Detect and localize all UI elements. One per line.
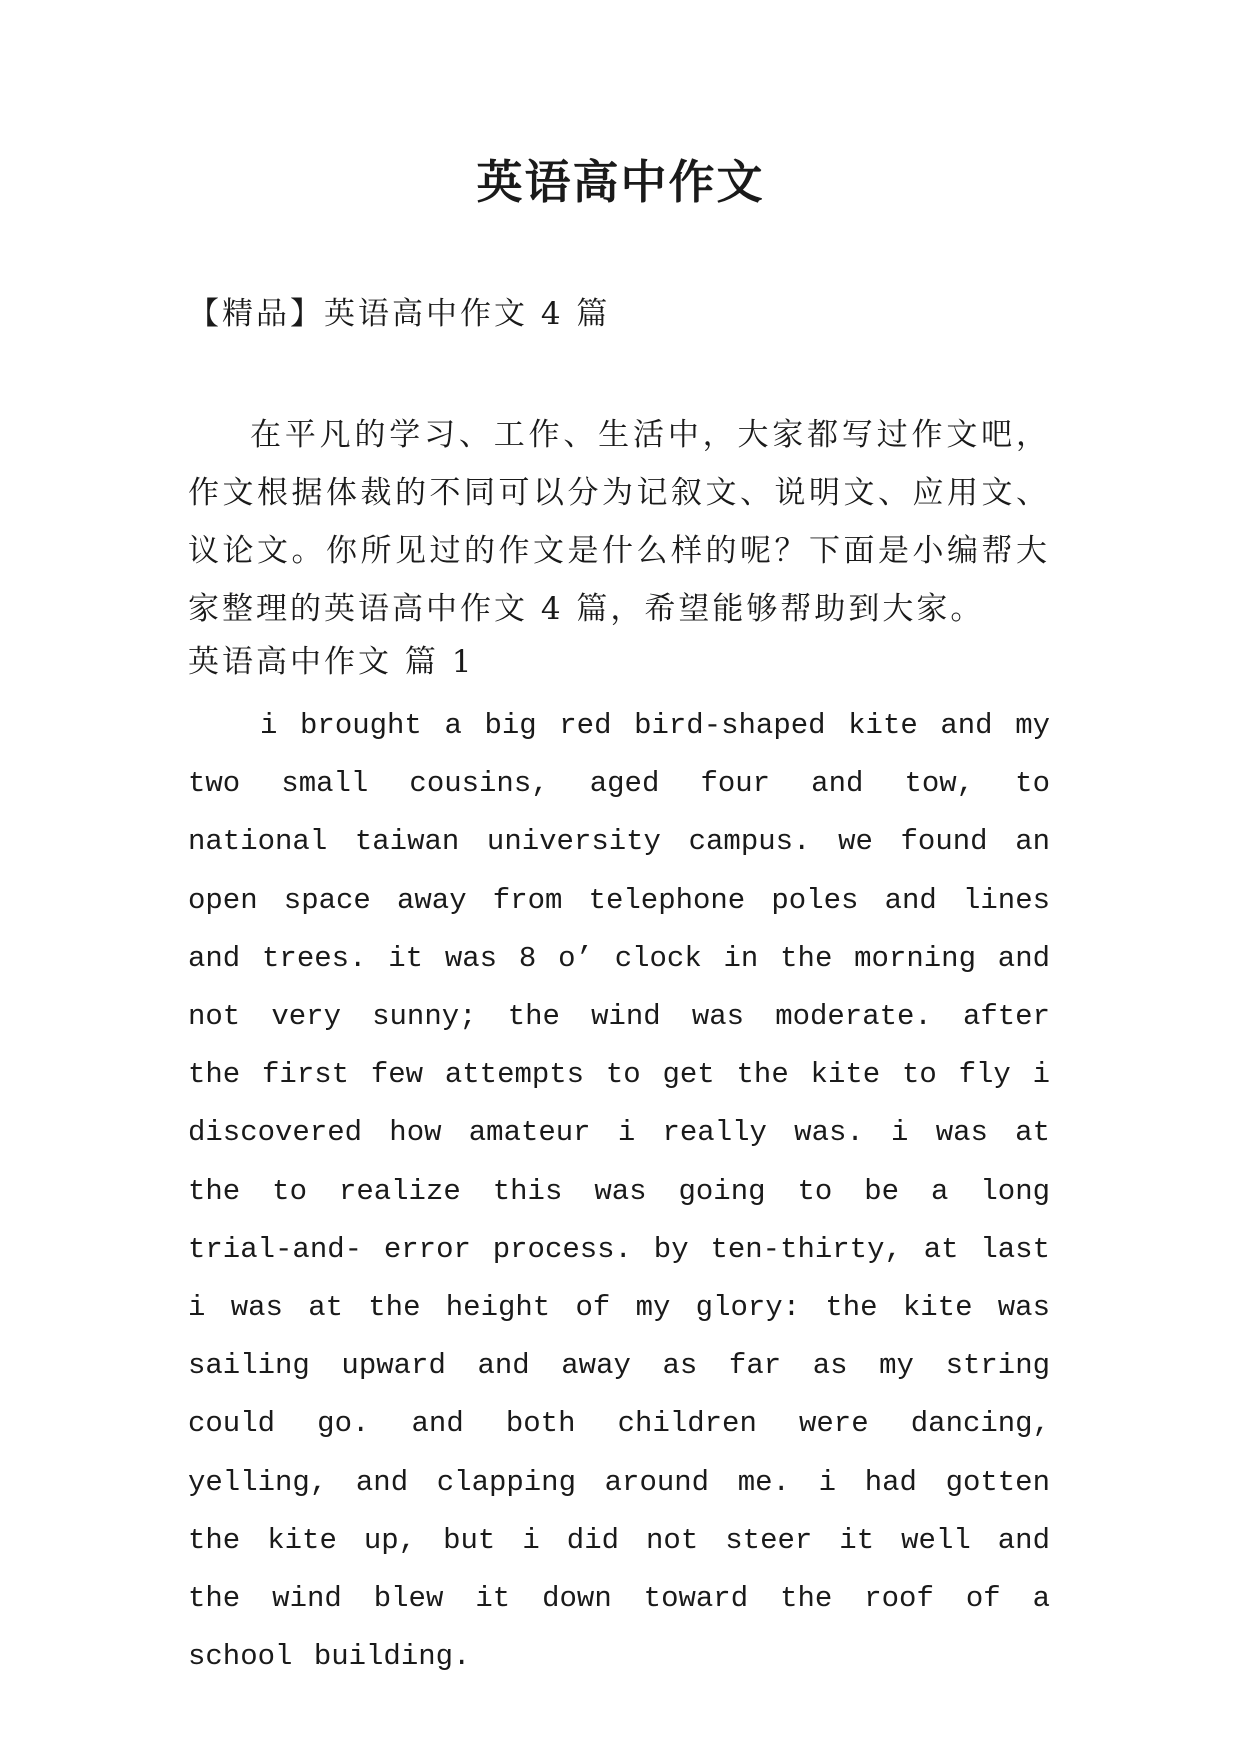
document-title: 英语高中作文 bbox=[476, 155, 765, 209]
essay-paragraph: i brought a big red bird-shaped kite and my two small cousins, aged four and tow, to national taiwan university campus. we found an open space away from telephone poles and lines and trees. it was 8 o’ clock in the morning and not very sunny; the wind was moderate. after the first few attempts to get the kite to fly i discovered how amateur i really was. i was at the to realize this was going to be a long trial-and- error process. by ten-thirty, at last i was at the height of my glory: the kite was sailing upward and away as far as my string could go. and both children were dancing, yelling, and clapping around me. i had gotten the kite up, but i did not steer it well and the wind blew it down toward the roof of a school building. bbox=[188, 709, 1050, 1674]
document-subtitle: 【精品】英语高中作文 4 篇 bbox=[188, 296, 611, 332]
section-heading: 英语高中作文 篇 1 bbox=[188, 644, 475, 680]
intro-paragraph: 在平凡的学习、工作、生活中，大家都写过作文吧，作文根据体裁的不同可以分为记叙文、说明文、应用文、议论文。你所见过的作文是什么样的呢？下面是小编帮大家整理的英语高中作文 4 篇，希望能够帮助到大家。 bbox=[188, 417, 1050, 627]
